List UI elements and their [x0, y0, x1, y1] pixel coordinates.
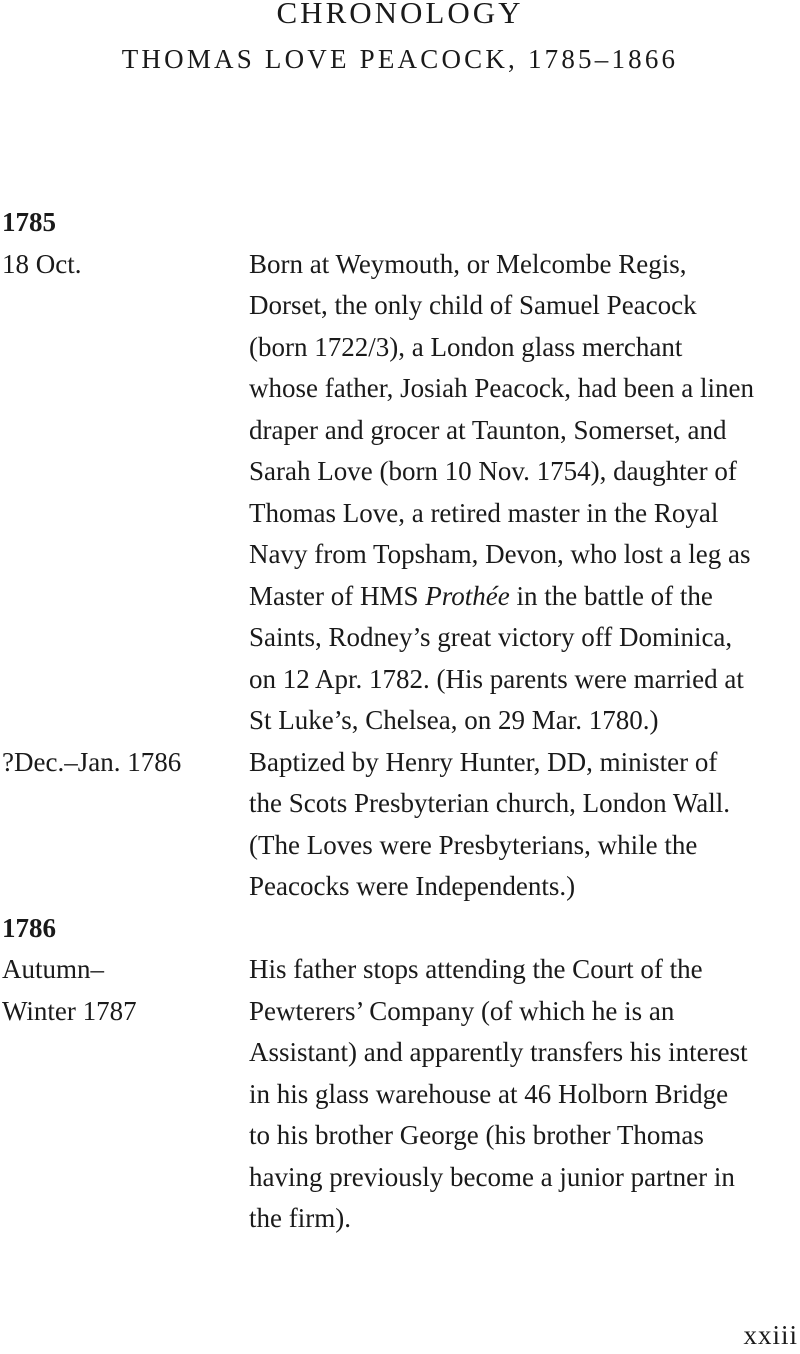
entry-date: [2, 949, 249, 1240]
entry-text: [249, 949, 800, 1240]
entry-text-line: [249, 327, 800, 369]
entry-text-line: [249, 991, 800, 1033]
chronology-entry: [2, 244, 800, 742]
text-run: draper and grocer at Taunton, Somerset, and: [249, 414, 727, 445]
text-run: (born 1722/3), a London glass merchant: [249, 331, 683, 362]
text-run: Pewterers’ Company (of which he is an: [249, 995, 675, 1026]
text-run: Thomas Love, a retired master in the Royal: [249, 497, 719, 528]
text-run: the Scots Presbyterian church, London Wall.: [249, 788, 730, 818]
text-run: Peacocks were Independents.): [249, 871, 576, 901]
chronology-list: [2, 202, 800, 1240]
text-run: in his glass warehouse at 46 Holborn Bridge: [249, 1078, 729, 1109]
entry-text-line: [249, 742, 800, 784]
text-run: to his brother George (his brother Thomas: [249, 1120, 704, 1150]
year-heading: 1786: [2, 912, 56, 943]
chronology-entry: [2, 742, 800, 908]
text-run: the firm).: [249, 1203, 351, 1233]
text-run: (The Loves were Presbyterians, while the: [249, 829, 698, 860]
entry-text-line: [249, 368, 800, 410]
entry-text-line: [249, 1032, 800, 1074]
entry-text-line: [249, 576, 800, 618]
entry-text-line: [249, 659, 800, 701]
entry-text-line: [249, 866, 800, 908]
entry-text-line: [249, 451, 800, 493]
entry-text-line: [249, 700, 800, 742]
text-run: Baptized by Henry Hunter, DD, minister of: [249, 746, 718, 777]
entry-text-line: [249, 493, 800, 535]
entry-text-line: [249, 410, 800, 452]
entry-text-line: [249, 825, 800, 867]
entry-text-line: [249, 1115, 800, 1157]
entry-text-line: [249, 1074, 800, 1116]
entry-text-line: [249, 617, 800, 659]
chapter-title: CHRONOLOGY: [276, 0, 524, 30]
entry-text-line: [249, 949, 800, 991]
chapter-subtitle: THOMAS LOVE PEACOCK, 1785–1866: [121, 44, 679, 74]
entry-text-line: [249, 285, 800, 327]
chronology-entry: [2, 949, 800, 1240]
text-run: St Luke’s, Chelsea, on 29 Mar. 1780.): [249, 705, 659, 735]
entry-text-line: [249, 244, 800, 286]
text-run: His father stops attending the Court of the: [249, 954, 703, 984]
text-run: having previously become a junior partner in: [249, 1161, 735, 1192]
text-run: Assistant) and apparently transfers his interest: [249, 1037, 748, 1067]
entry-text: [249, 742, 800, 908]
entry-text-line: [249, 534, 800, 576]
text-run: Sarah Love (born 10 Nov. 1754), daughter of: [249, 456, 737, 486]
entry-date-line: Autumn–: [2, 954, 105, 984]
page-number: xxiii: [743, 1320, 798, 1350]
text-run: Born at Weymouth, or Melcombe Regis,: [249, 248, 687, 279]
text-run: Saints, Rodney’s great victory off Dominica,: [249, 622, 733, 652]
entry-date: [2, 244, 249, 742]
year-heading: 1785: [2, 207, 56, 237]
entry-date-line: 18 Oct.: [2, 248, 82, 279]
text-run: whose father, Josiah Peacock, had been a linen: [249, 373, 754, 403]
entry-date-line: Winter 1787: [2, 995, 137, 1026]
text-run: in the battle of the: [509, 580, 713, 611]
text-run: on 12 Apr. 1782. (His parents were married at: [249, 663, 744, 694]
entry-text-line: [249, 783, 800, 825]
entry-date-line: ?Dec.–Jan. 1786: [2, 746, 182, 777]
entry-text: [249, 244, 800, 742]
ship-name: Prothée: [425, 580, 510, 611]
entry-text-line: [249, 1157, 800, 1199]
entry-text-line: [249, 1198, 800, 1240]
text-run: Navy from Topsham, Devon, who lost a leg as: [249, 539, 751, 569]
text-run: Master of HMS: [249, 580, 426, 611]
text-run: Dorset, the only child of Samuel Peacock: [249, 290, 697, 320]
entry-date: [2, 742, 249, 908]
